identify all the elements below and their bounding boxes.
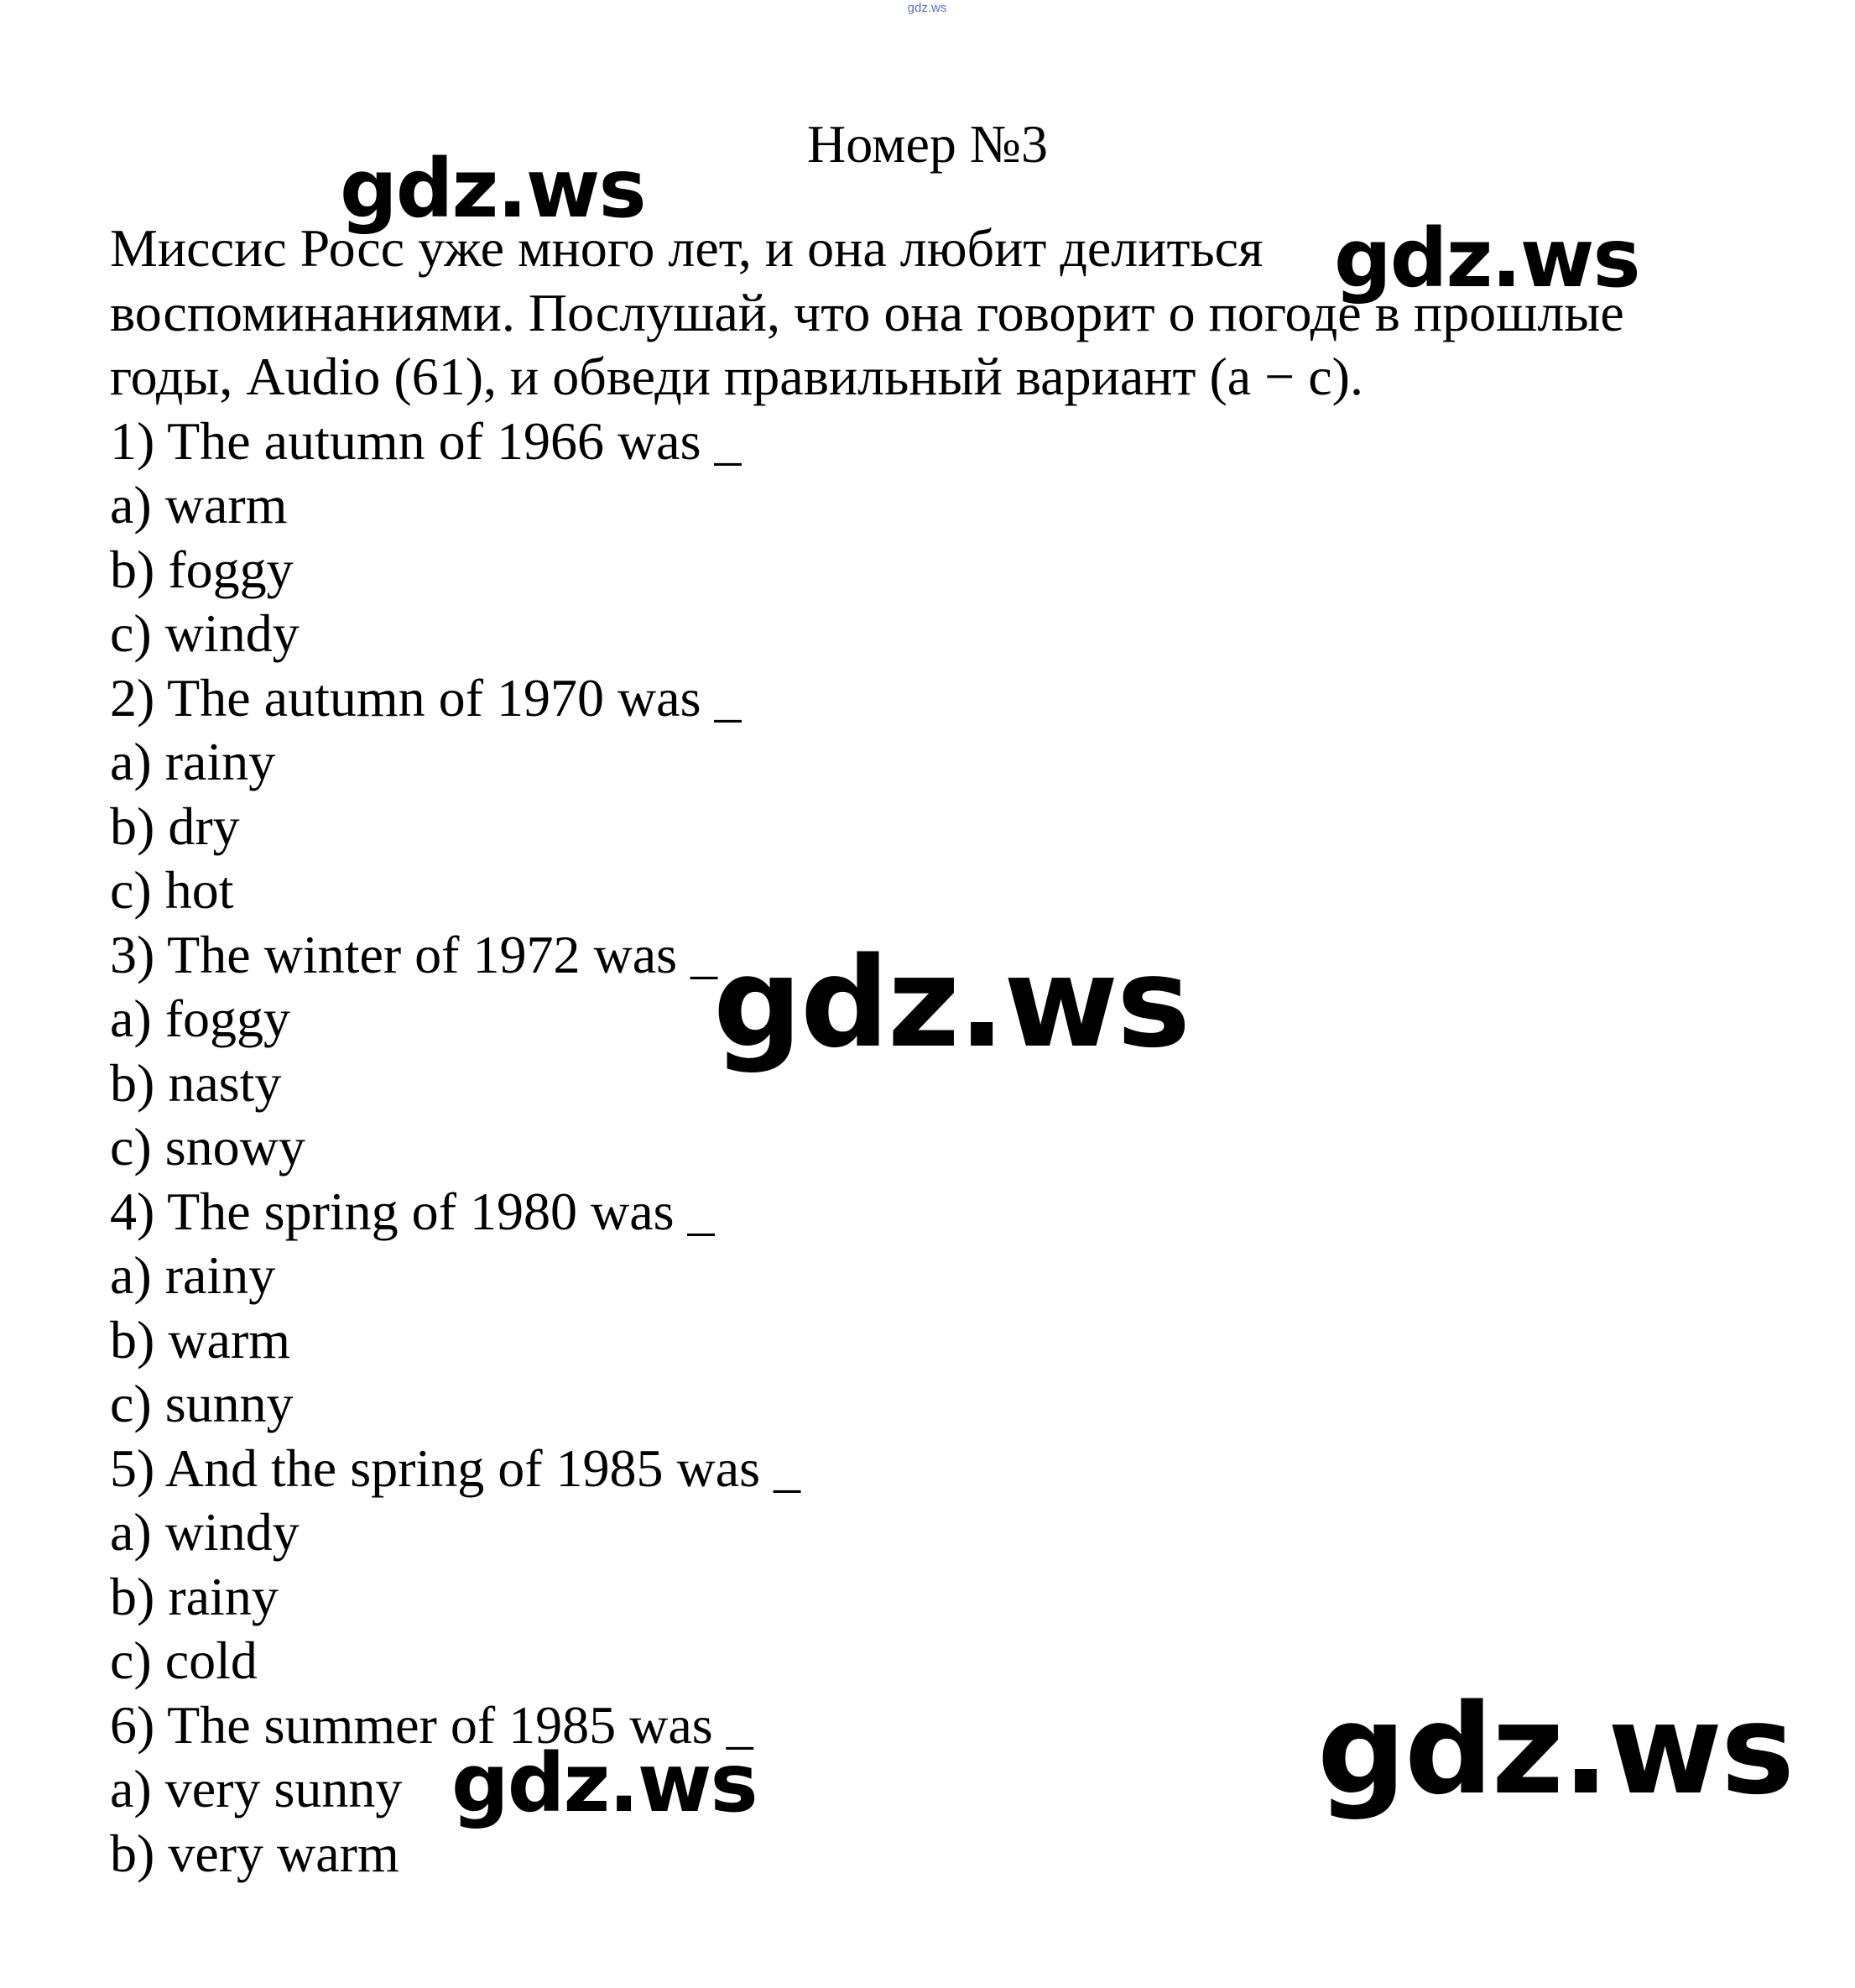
watermark: gdz.ws <box>451 1736 757 1830</box>
answer-option[interactable]: c) windy <box>110 603 300 663</box>
answer-option[interactable]: b) foggy <box>110 539 294 599</box>
answer-option[interactable]: b) warm <box>110 1309 291 1370</box>
question-prompt: 3) The winter of 1972 was _ <box>110 924 717 984</box>
answer-option[interactable]: a) rainy <box>110 1245 276 1305</box>
watermark: gdz.ws <box>1317 1678 1794 1822</box>
answer-option[interactable]: a) very sunny <box>110 1759 403 1818</box>
answer-option[interactable]: b) very warm <box>110 1823 399 1883</box>
watermark: gdz.ws <box>340 142 645 236</box>
answer-option[interactable]: a) foggy <box>110 989 291 1048</box>
question-prompt: 1) The autumn of 1966 was _ <box>110 410 742 471</box>
intro-line: годы, Audio (61), и обведи правильный вариант (a − c). <box>110 347 1363 406</box>
answer-option[interactable]: c) snowy <box>110 1117 305 1177</box>
answer-option[interactable]: b) nasty <box>110 1052 282 1113</box>
question-prompt: 2) The autumn of 1970 was _ <box>110 667 742 728</box>
question-prompt: 4) The spring of 1980 was _ <box>110 1181 715 1241</box>
answer-option[interactable]: a) rainy <box>110 732 276 791</box>
answer-option[interactable]: a) warm <box>110 475 288 535</box>
answer-option[interactable]: c) hot <box>110 860 234 920</box>
answer-option[interactable]: b) dry <box>110 796 240 856</box>
page-title: Номер №3 <box>807 114 1048 174</box>
question-prompt: 5) And the spring of 1985 was _ <box>110 1438 801 1498</box>
watermark: gdz.ws <box>1334 211 1639 305</box>
question-prompt: 6) The summer of 1985 was _ <box>110 1694 753 1755</box>
top-watermark-text: gdz.ws <box>907 1 947 15</box>
answer-option[interactable]: a) windy <box>110 1502 300 1562</box>
answer-option[interactable]: b) rainy <box>110 1566 279 1626</box>
watermark: gdz.ws <box>713 931 1190 1075</box>
intro-line: воспоминаниями. Послушай, что она говорит о погоде в прошлые <box>110 282 1624 342</box>
intro-line: Миссис Росс уже много лет, и она любит делиться <box>110 218 1264 278</box>
answer-option[interactable]: c) sunny <box>110 1374 294 1433</box>
answer-option[interactable]: c) cold <box>110 1631 258 1690</box>
